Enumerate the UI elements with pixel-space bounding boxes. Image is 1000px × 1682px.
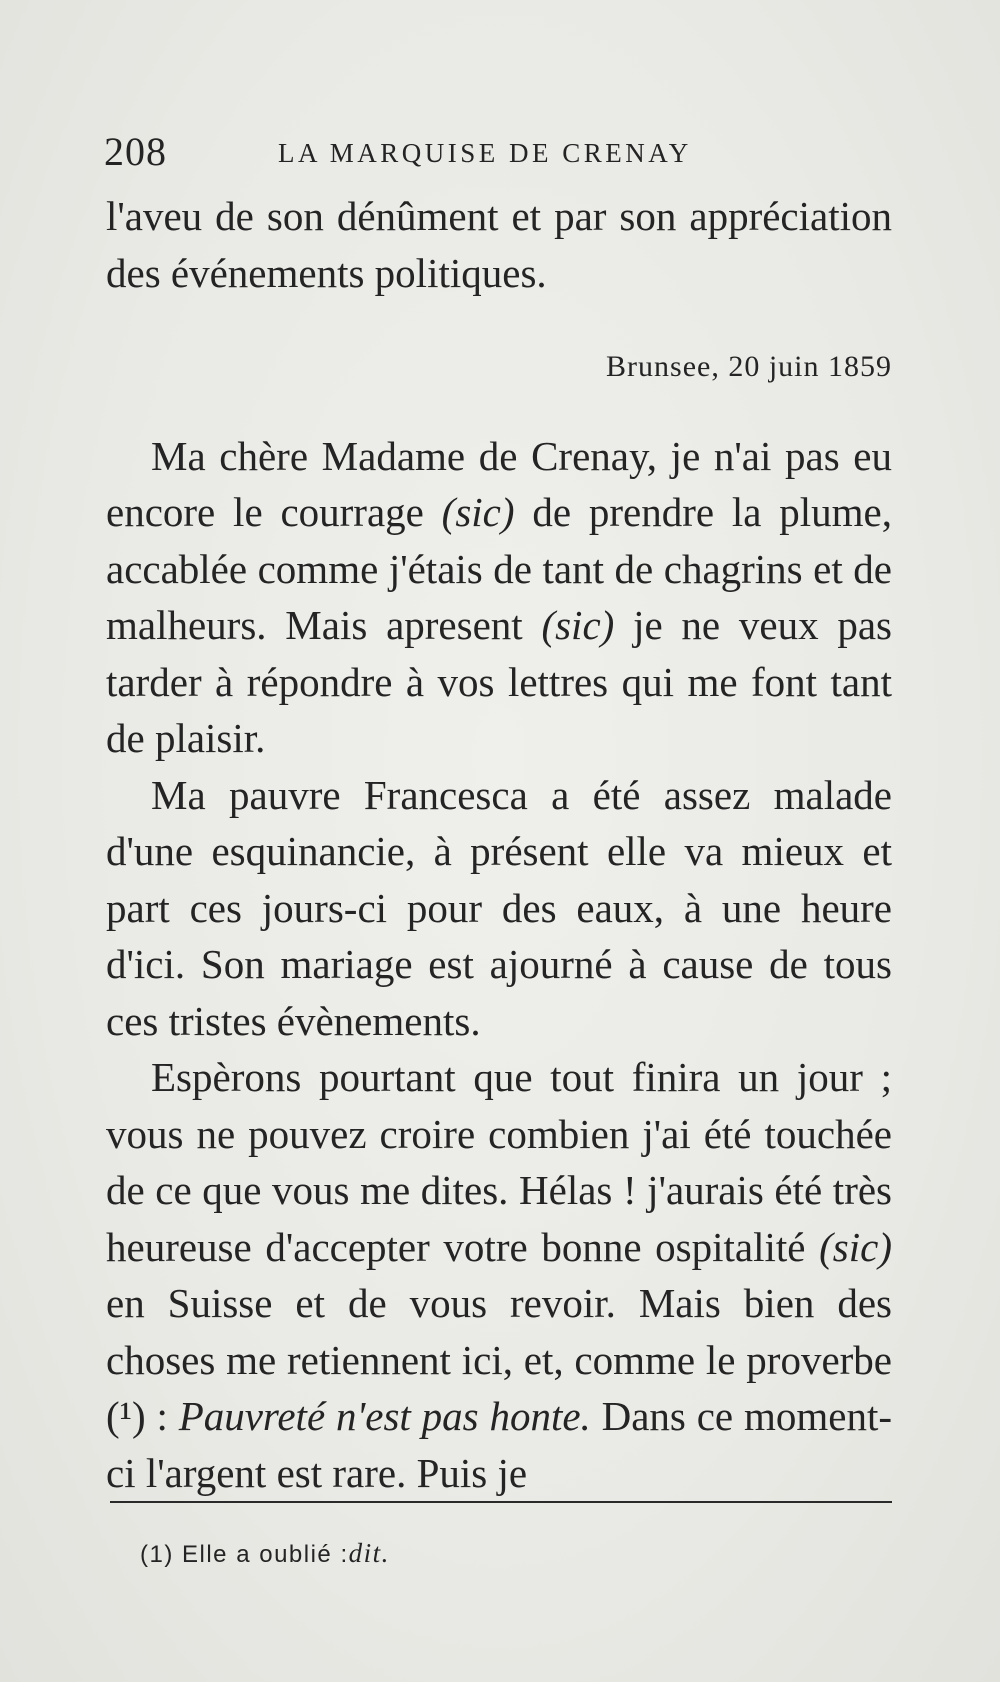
text-span: de prendre la plume, accablée comme j'étais de tant de chagrins et de malheurs. Mais apresent — [106, 489, 892, 648]
footnote-reference: (¹) — [106, 1393, 146, 1439]
letter-paragraph-3 — [106, 1049, 892, 1501]
page-number: 208 — [104, 129, 167, 174]
text-span: : — [145, 1393, 179, 1439]
footnote-italic: dit. — [348, 1538, 390, 1568]
proverb-quote: Pauvreté n'est pas honte. — [178, 1393, 591, 1439]
text-span: Dans ce moment-ci l'argent est rare. Puis je — [106, 1393, 892, 1496]
text-span: je ne veux pas tarder à répondre à vos lettres qui me font tant de plaisir. — [106, 602, 892, 761]
page-header — [104, 128, 894, 178]
intro-paragraph: l'aveu de son dénûment et par son appréciation des événements politiques. — [106, 193, 892, 296]
footnote — [140, 1538, 390, 1569]
text-span: Espèrons pourtant que tout finira un jour ; vous ne pouvez croire combien j'ai été touchée de ce que vous me dites. Hélas ! j'aurais été très heureuse d'accepter votre bonne ospitalité — [106, 1054, 892, 1270]
letter-paragraph-1 — [106, 428, 892, 767]
footnote-marker: (1) — [140, 1541, 174, 1568]
sic-mark: (sic) — [819, 1223, 892, 1270]
sic-mark: (sic) — [441, 489, 515, 535]
body-text — [106, 188, 892, 1501]
text-span: Ma chère Madame de Crenay, je n'ai pas eu encore le courrage — [106, 432, 892, 535]
letter-paragraph-2: Ma pauvre Francesca a été assez malade d'une esquinancie, à présent elle va mieux et part ces jours-ci pour des eaux, à une heure d'ici. Son mariage est ajourné à cause de tous ces tristes évènements. — [106, 771, 892, 1044]
running-title: LA MARQUISE DE CRENAY — [278, 138, 692, 168]
footnote-text: Elle a oublié : — [173, 1541, 349, 1568]
sic-mark: (sic) — [541, 602, 615, 648]
letter-dateline: Brunsee, 20 juin 1859 — [606, 350, 892, 383]
footnote-rule — [110, 1501, 892, 1503]
text-span: en Suisse et de vous revoir. Mais bien des choses me retiennent ici, et, comme le proverbe — [106, 1280, 892, 1383]
